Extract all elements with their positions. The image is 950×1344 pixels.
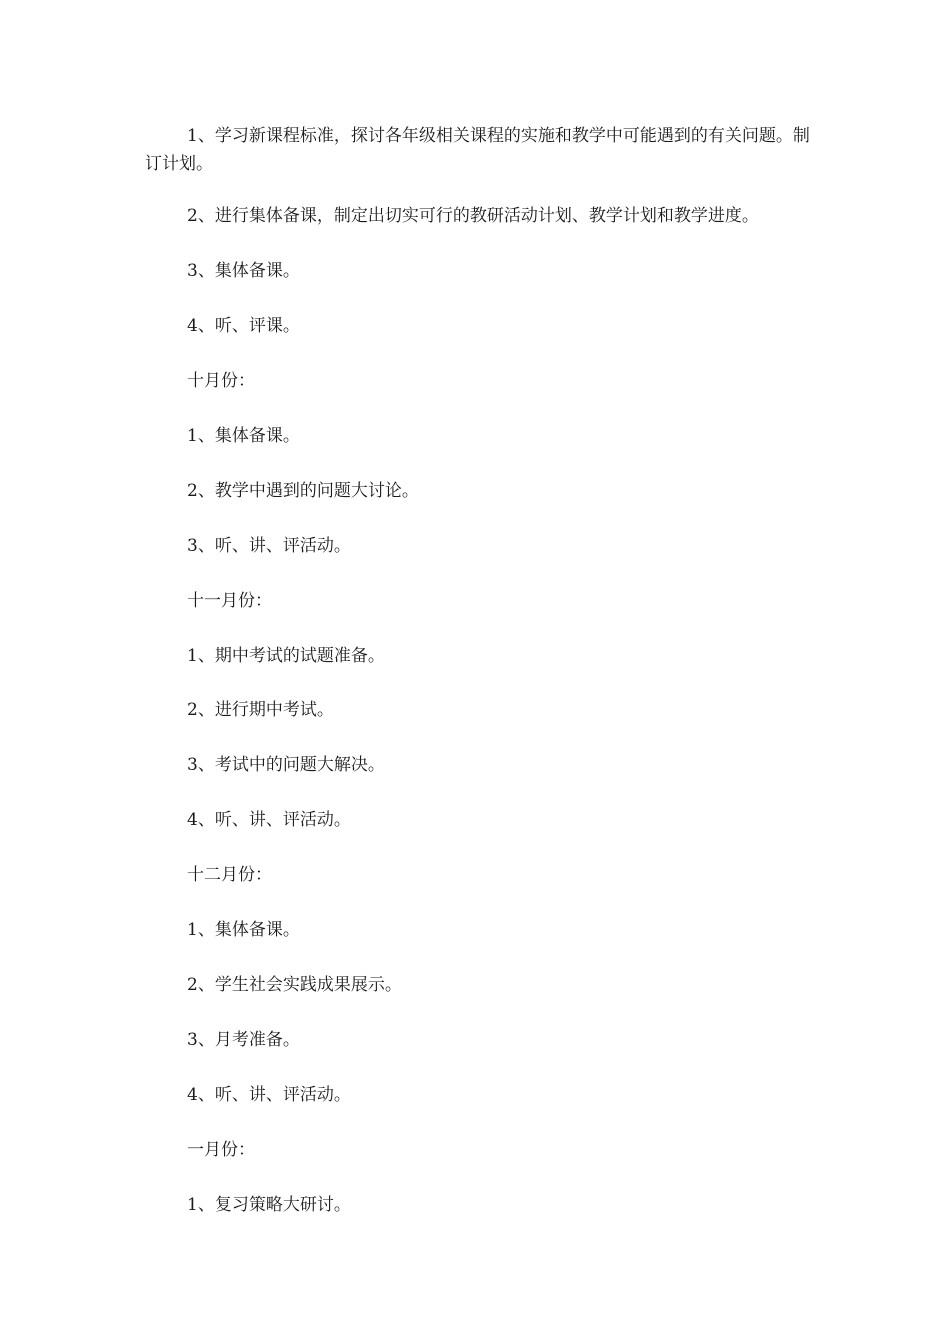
paragraph-item-15: 4、听、讲、评活动。 [187,1085,351,1105]
paragraph-item-11: 4、听、讲、评活动。 [187,810,351,830]
paragraph-item-14: 3、月考准备。 [187,1030,300,1050]
paragraph-item-2: 2、进行集体备课，制定出切实可行的教研活动计划、教学计划和教学进度。 [187,206,759,226]
month-heading-december: 十二月份： [187,865,272,885]
month-heading-november: 十一月份： [187,591,272,611]
paragraph-item-4: 4、听、评课。 [187,316,300,336]
paragraph-item-8: 1、期中考试的试题准备。 [187,646,385,666]
paragraph-item-1: 1、学习新课程标准，探讨各年级相关课程的实施和教学中可能遇到的有关问题。制订计划。 [145,126,810,174]
paragraph-item-7: 3、听、讲、评活动。 [187,536,351,556]
paragraph-item-9: 2、进行期中考试。 [187,700,334,720]
month-heading-october: 十月份： [187,371,255,391]
month-heading-january: 一月份： [187,1140,255,1160]
paragraph-item-3: 3、集体备课。 [187,261,300,281]
paragraph-item-12: 1、集体备课。 [187,920,300,940]
paragraph-item-5: 1、集体备课。 [187,426,300,446]
paragraph-item-16: 1、复习策略大研讨。 [187,1195,351,1215]
paragraph-item-13: 2、学生社会实践成果展示。 [187,975,402,995]
paragraph-item-10: 3、考试中的问题大解决。 [187,755,385,775]
paragraph-item-6: 2、教学中遇到的问题大讨论。 [187,481,419,501]
